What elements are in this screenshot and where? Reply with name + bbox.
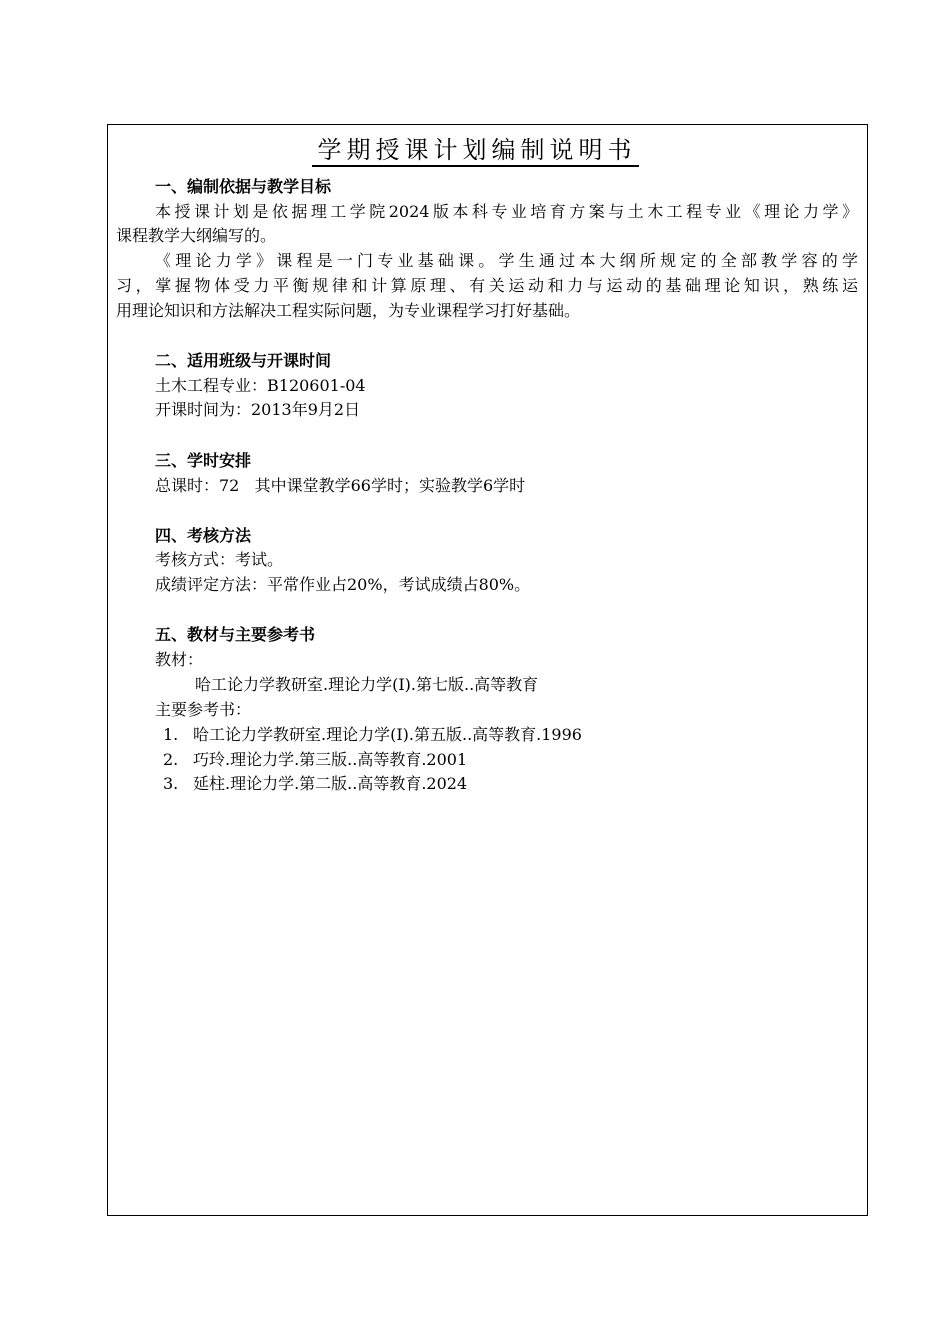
- reference-text: 延柱.理论力学.第二版..高等教育.2024: [193, 774, 468, 793]
- section1-heading: 一、编制依据与教学目标: [155, 177, 332, 196]
- reference-number: 2.: [163, 750, 179, 769]
- references-label: 主要参考书：: [155, 700, 252, 719]
- reference-item: [163, 748, 467, 772]
- class-line: 土木工程专业：B120601-04: [155, 376, 366, 395]
- section1-paragraph2-line2: 习，掌握物体受力平衡规律和计算原理、有关运动和力与运动的基础理论知识，熟练运: [116, 276, 858, 295]
- start-date-line: 开课时间为：2013年9月2日: [155, 400, 361, 419]
- document-title: 学期授课计划编制说明书: [0, 135, 950, 165]
- reference-item: [163, 723, 582, 747]
- reference-number: 1.: [163, 725, 179, 744]
- grading-line: 成绩评定方法：平常作业占20%，考试成绩占80%。: [155, 575, 531, 594]
- section2-heading: 二、适用班级与开课时间: [155, 351, 332, 370]
- reference-text: 哈工论力学教研室.理论力学(Ⅰ).第五版..高等教育.1996: [193, 725, 582, 744]
- exam-method-line: 考核方式：考试。: [155, 550, 284, 569]
- textbook-label: 教材：: [155, 650, 204, 669]
- section3-heading: 三、学时安排: [155, 451, 252, 470]
- textbook-entry: 哈工论力学教研室.理论力学(Ⅰ).第七版..高等教育: [195, 675, 539, 694]
- section4-heading: 四、考核方法: [155, 526, 252, 545]
- section1-paragraph2-line1: 《理论力学》课程是一门专业基础课。学生通过本大纲所规定的全部教学容的学: [155, 251, 858, 270]
- section5-heading: 五、教材与主要参考书: [155, 625, 316, 644]
- reference-text: 巧玲.理论力学.第三版..高等教育.2001: [193, 750, 468, 769]
- section1-paragraph1-line1: 本授课计划是依据理工学院2024版本科专业培育方案与土木工程专业《理论力学》: [155, 202, 858, 221]
- reference-item: [163, 772, 467, 796]
- section1-paragraph2-line3: 用理论知识和方法解决工程实际问题，为专业课程学习打好基础。: [116, 301, 581, 320]
- reference-number: 3.: [163, 774, 179, 793]
- section1-paragraph1-line2: 课程教学大纲编写的。: [116, 226, 277, 245]
- hours-line: 总课时：72 其中课堂教学66学时；实验教学6学时: [155, 476, 526, 495]
